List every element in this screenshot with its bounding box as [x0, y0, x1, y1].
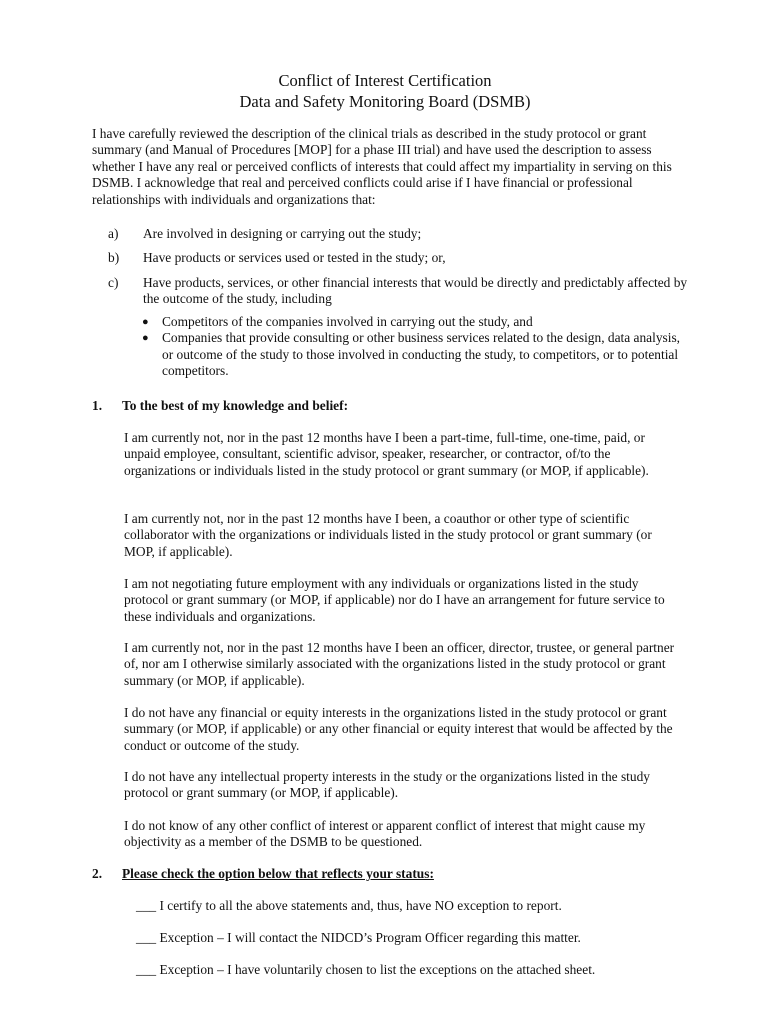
section-title: To the best of my knowledge and belief:	[122, 398, 349, 413]
option-text: Exception – I have voluntarily chosen to list the exceptions on the attached sheet.	[159, 962, 596, 977]
certification-paragraph: I do not have any intellectual property interests in the study or the organizations listed in the study protocol or grant summary (or MOP, if applicable).	[124, 769, 650, 801]
bullet-list	[142, 314, 687, 380]
certification-paragraph: I do not have any financial or equity interests in the organizations listed in the study protocol or grant summary (or MOP, if applicable) or any other financial or equity interest that would be affected by the conduct or outcome of the study.	[124, 705, 673, 753]
option-text: I certify to all the above statements and, thus, have NO exception to report.	[159, 898, 562, 913]
intro-paragraph: I have carefully reviewed the description of the clinical trials as described in the study protocol or grant summary (and Manual of Procedures [MOP] for a phase III trial) and have used the description to assess whether I have any real or perceived conflicts of interests that could affect my impartiality in serving on this DSMB. I acknowledge that real and perceived conflicts could arise if I have financial or professional relationships with individuals and organizations that:	[92, 126, 672, 207]
check-blank[interactable]: ___	[136, 962, 157, 977]
status-option-contact-officer[interactable]	[136, 930, 696, 946]
bullet-item	[142, 314, 687, 330]
certification-paragraph: I am currently not, nor in the past 12 months have I been a part-time, full-time, one-time, paid, or unpaid employee, consultant, scientific advisor, speaker, researcher, or contractor, of/to the organizations or individuals listed in the study protocol or grant summary (or MOP, if applicable).	[124, 430, 649, 478]
section-2-heading	[92, 866, 434, 882]
certification-paragraph: I am currently not, nor in the past 12 months have I been an officer, director, trustee, or general partner of, nor am I otherwise similarly associated with the organizations listed in the study protocol or grant summary (or MOP, if applicable).	[124, 640, 675, 688]
bullet-text: Competitors of the companies involved in carrying out the study, and	[162, 314, 533, 329]
check-blank[interactable]: ___	[136, 930, 157, 945]
list-item-text: Have products, services, or other financial interests that would be directly and predictably affected by the outcome of the study, including	[143, 274, 688, 307]
section-title: Please check the option below that reflects your status:	[122, 866, 434, 881]
list-item-label: c)	[108, 274, 119, 290]
status-option-no-exception[interactable]	[136, 898, 696, 914]
list-item-label: b)	[108, 250, 120, 266]
section-1-heading	[92, 398, 348, 414]
section-number: 1.	[92, 398, 103, 413]
certification-paragraph: I am currently not, nor in the past 12 months have I been, a coauthor or other type of scientific collaborator with the organizations or individuals listed in the study protocol or grant summary (or MOP, if applicable).	[124, 511, 652, 559]
certification-paragraph: I am not negotiating future employment with any individuals or organizations listed in the study protocol or grant summary (or MOP, if applicable) nor do I have an arrangement for future service to these individuals and organizations.	[124, 576, 665, 624]
list-item-text: Have products or services used or tested in the study; or,	[143, 250, 446, 266]
title-line-2: Data and Safety Monitoring Board (DSMB)	[239, 92, 531, 111]
bullet-text: Companies that provide consulting or other business services related to the design, data analysis, or outcome of the study to those involved in conducting the study, to competitors, or to potential competitors.	[162, 330, 681, 379]
list-item-text: Are involved in designing or carrying out the study;	[143, 226, 422, 241]
bullet-item	[142, 330, 687, 379]
bullet-icon: ●	[142, 332, 149, 345]
section-number: 2.	[92, 866, 103, 881]
list-item	[108, 250, 688, 266]
relationship-list	[108, 226, 688, 316]
list-item	[108, 226, 688, 242]
certification-paragraph: I do not know of any other conflict of interest or apparent conflict of interest that might cause my objectivity as a member of the DSMB to be questioned.	[124, 818, 646, 850]
title-line-1: Conflict of Interest Certification	[278, 71, 492, 90]
document-title	[0, 70, 770, 112]
list-item-label: a)	[108, 226, 119, 241]
status-option-attached-sheet[interactable]	[136, 962, 696, 978]
bullet-icon: ●	[142, 316, 149, 328]
list-item	[108, 275, 688, 308]
option-text: Exception – I will contact the NIDCD’s Program Officer regarding this matter.	[159, 930, 581, 945]
check-blank[interactable]: ___	[136, 898, 157, 913]
